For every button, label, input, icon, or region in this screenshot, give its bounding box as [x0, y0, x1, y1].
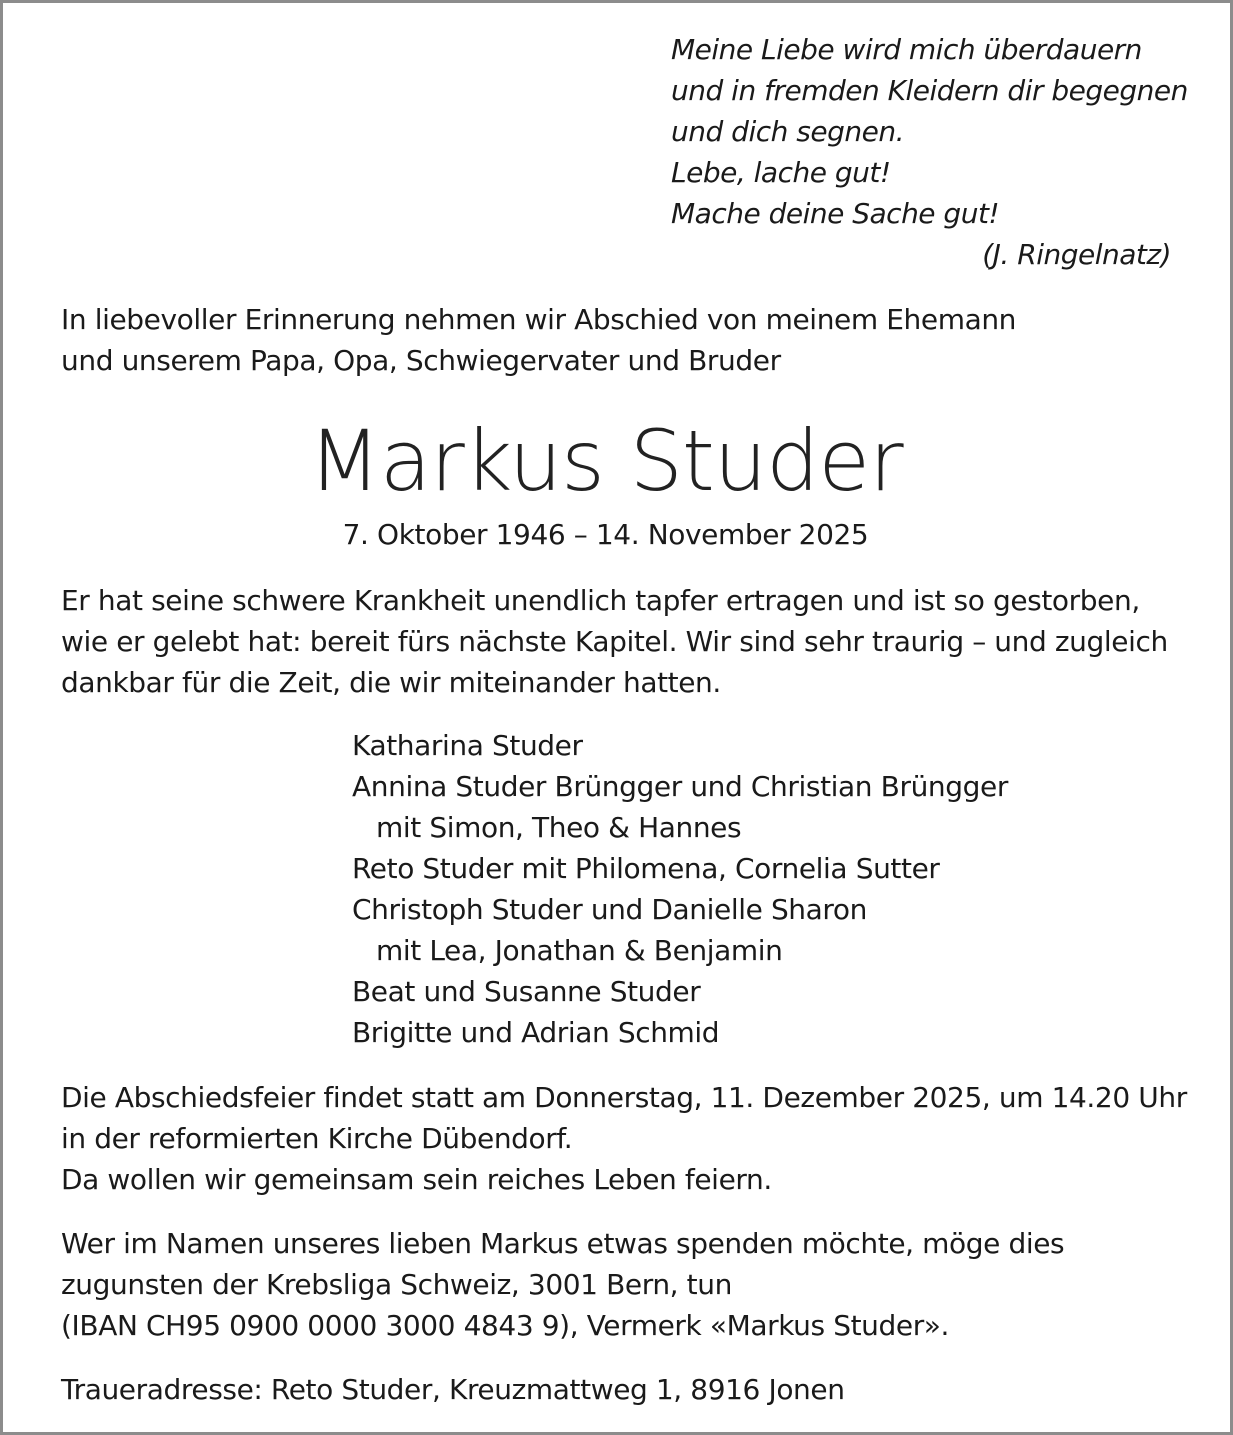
poem-line: und dich segnen. — [671, 115, 904, 148]
family-member: Christoph Studer und Danielle Sharon — [352, 893, 867, 926]
intro-line: und unserem Papa, Opa, Schwiegervater und Bruder — [61, 344, 781, 377]
family-member: Beat und Susanne Studer — [352, 975, 701, 1008]
ceremony-line: Da wollen wir gemeinsam sein reiches Leben feiern. — [61, 1163, 772, 1196]
ceremony-info — [61, 1077, 1187, 1200]
poem-author: (J. Ringelnatz) — [982, 238, 1171, 271]
donation-line: zugunsten der Krebsliga Schweiz, 3001 Bern, tun — [61, 1268, 732, 1301]
poem-line: Lebe, lache gut! — [671, 156, 891, 189]
tribute-paragraph — [61, 580, 1168, 703]
deceased-name: Markus Studer — [308, 412, 903, 510]
ceremony-line: in der reformierten Kirche Dübendorf. — [61, 1122, 573, 1155]
intro-text — [61, 299, 1016, 381]
poem-line: und in fremden Kleidern dir begegnen — [671, 74, 1188, 107]
tribute-line: wie er gelebt hat: bereit fürs nächste Kapitel. Wir sind sehr traurig – und zugleich — [61, 625, 1168, 658]
mourning-address: Traueradresse: Reto Studer, Kreuzmattweg 1, 8916 Jonen — [61, 1373, 845, 1406]
donation-line: Wer im Namen unseres lieben Markus etwas spenden möchte, möge dies — [61, 1227, 1065, 1260]
life-dates: 7. Oktober 1946 – 14. November 2025 — [342, 518, 869, 551]
family-member: Reto Studer mit Philomena, Cornelia Sutter — [352, 852, 940, 885]
family-member: Brigitte und Adrian Schmid — [352, 1016, 720, 1049]
tribute-line: Er hat seine schwere Krankheit unendlich tapfer ertragen und ist so gestorben, — [61, 584, 1140, 617]
family-list — [352, 725, 1008, 1053]
donation-info — [61, 1223, 1064, 1346]
family-member-children: mit Lea, Jonathan & Benjamin — [376, 934, 783, 967]
poem-quote — [671, 29, 1201, 275]
ceremony-line: Die Abschiedsfeier findet statt am Donnerstag, 11. Dezember 2025, um 14.20 Uhr — [61, 1081, 1187, 1114]
family-member-children: mit Simon, Theo & Hannes — [376, 811, 742, 844]
tribute-line: dankbar für die Zeit, die wir miteinander hatten. — [61, 666, 721, 699]
poem-line: Meine Liebe wird mich überdauern — [671, 33, 1142, 66]
family-member: Annina Studer Brüngger und Christian Brüngger — [352, 770, 1008, 803]
donation-line: (IBAN CH95 0900 0000 3000 4843 9), Vermerk «Markus Studer». — [61, 1309, 950, 1342]
intro-line: In liebevoller Erinnerung nehmen wir Abschied von meinem Ehemann — [61, 303, 1017, 336]
family-member: Katharina Studer — [352, 729, 583, 762]
poem-line: Mache deine Sache gut! — [671, 197, 1000, 230]
